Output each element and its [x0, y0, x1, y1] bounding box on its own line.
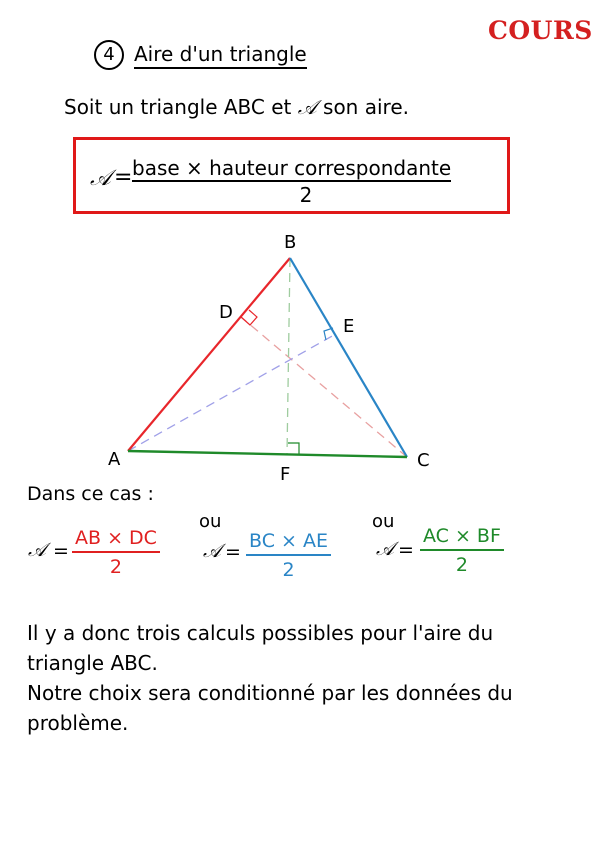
- conclusion: [27, 618, 572, 738]
- label-d: D: [219, 302, 233, 323]
- case2-area-symbol: 𝒜: [203, 540, 221, 562]
- case2-fraction: [246, 530, 331, 581]
- or-label-1: ou: [199, 511, 222, 532]
- label-e: E: [343, 316, 355, 337]
- case3-numerator: AC × BF: [420, 525, 504, 551]
- formula-equals: =: [114, 165, 133, 190]
- case1-equals: =: [53, 540, 69, 562]
- area-symbol: 𝒜: [297, 95, 317, 119]
- height-cd: [241, 317, 407, 457]
- or-label-2: ou: [372, 511, 395, 532]
- case3-equals: =: [398, 539, 414, 561]
- intro-before: Soit un triangle ABC et: [64, 95, 298, 119]
- intro-after: son aire.: [316, 95, 409, 119]
- side-ab: [128, 258, 290, 451]
- case1-fraction: [72, 527, 160, 578]
- cours-badge: COURS: [488, 16, 593, 45]
- case3-denominator: 2: [455, 554, 468, 576]
- case3-fraction: [420, 525, 504, 576]
- conclusion-line-1: Il y a donc trois calculs possibles pour l'aire du triangle ABC.: [27, 621, 494, 675]
- label-b: B: [284, 232, 297, 253]
- right-angle-f: [288, 443, 299, 455]
- formula-denominator: 2: [299, 183, 313, 207]
- section-number: 4: [94, 40, 124, 70]
- label-f: F: [280, 464, 291, 485]
- case3-area-symbol: 𝒜: [376, 538, 394, 560]
- case1-area-symbol: 𝒜: [28, 539, 46, 561]
- height-ae: [128, 335, 334, 451]
- case1-numerator: AB × DC: [72, 527, 160, 553]
- case2-denominator: 2: [282, 559, 295, 581]
- side-bc: [290, 258, 407, 457]
- section-title: Aire d'un triangle: [134, 42, 307, 69]
- case2-numerator: BC × AE: [246, 530, 331, 556]
- side-ac: [128, 451, 407, 457]
- case1-denominator: 2: [109, 556, 123, 578]
- formula-area-symbol: 𝒜: [90, 166, 111, 191]
- label-c: C: [417, 450, 430, 471]
- case2-equals: =: [225, 541, 241, 563]
- case-intro: Dans ce cas :: [27, 483, 154, 505]
- conclusion-line-2: Notre choix sera conditionné par les données du problème.: [27, 681, 513, 735]
- label-a: A: [108, 449, 121, 470]
- formula-numerator: base × hauteur correspondante: [132, 156, 452, 180]
